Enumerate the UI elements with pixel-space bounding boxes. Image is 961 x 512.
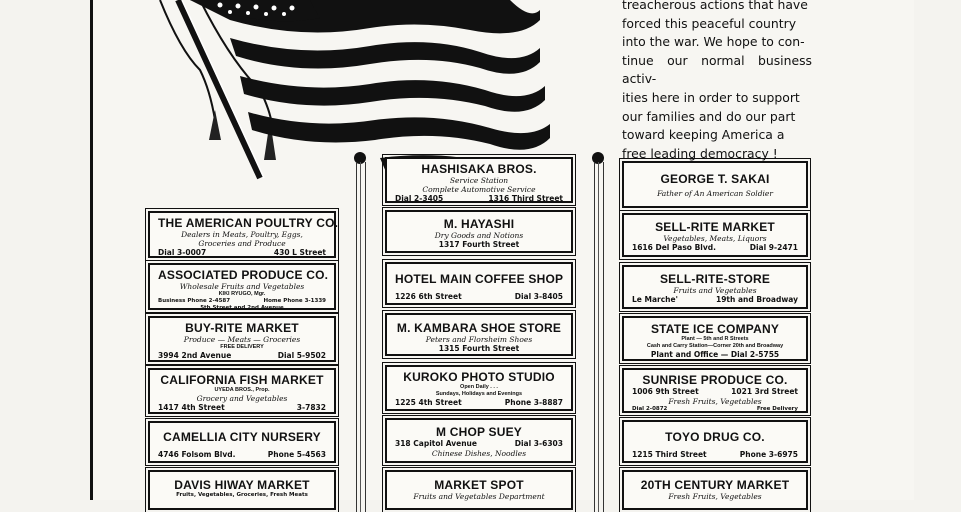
ad-location: Cash and Carry Station—Corner 20th and Broadway: [646, 343, 784, 349]
ad-contact-row: [158, 351, 326, 361]
ad-description: Complete Automotive Service: [422, 185, 536, 194]
ad-kuroko-photo-studio: [385, 365, 573, 411]
ad-davis-hiway-market: [148, 470, 336, 510]
ad-contact-row: [395, 292, 563, 302]
ad-address: 1317 Fourth Street: [438, 240, 520, 249]
ad-george-t-sakai: [622, 161, 808, 208]
ad-american-poultry: [148, 211, 339, 258]
ad-address: 1315 Fourth Street: [438, 344, 520, 353]
ad-phone: Dial 2-0872: [632, 406, 668, 412]
ad-california-fish-market: [148, 368, 336, 414]
ad-description: Vegetables, Meats, Liquors: [663, 234, 767, 243]
ad-description: Fruits and Vegetables: [673, 286, 757, 295]
notice-line: ities here in order to support: [622, 89, 800, 105]
ad-name: KUROKO PHOTO STUDIO: [403, 370, 555, 384]
ad-hotel-main-coffee-shop: [385, 262, 573, 305]
ad-phone: 3-7832: [296, 403, 326, 412]
ad-phone: Dial 3-8405: [514, 292, 563, 301]
ad-manager: KIKI RYUGO, Mgr.: [218, 291, 266, 297]
ad-address: 1316 Third Street: [488, 194, 563, 203]
notice-line: toward keeping America a: [622, 127, 785, 143]
ad-description: Chinese Dishes, Noodles: [431, 449, 527, 458]
ad-associated-produce: [148, 263, 336, 310]
ad-buy-rite-market: [148, 316, 336, 362]
ad-location: Le Marche': [632, 295, 678, 304]
ad-location: Plant — 5th and R Streets: [681, 336, 749, 342]
ad-name: 20TH CENTURY MARKET: [640, 478, 790, 492]
ad-description: Father of An American Soldier: [657, 189, 773, 198]
ad-sell-rite-market: [622, 213, 808, 257]
ad-phone: Phone 3-6975: [739, 450, 798, 459]
ad-address: 3994 2nd Avenue: [158, 351, 232, 360]
ad-m-kambara-shoe-store: [385, 313, 573, 356]
ad-name: MARKET SPOT: [434, 478, 524, 492]
ad-address: 1616 Del Paso Blvd.: [632, 243, 716, 252]
notice-line: free leading democracy !: [622, 145, 778, 161]
ad-m-chop-suey: [385, 418, 573, 463]
ad-address: 1021 3rd Street: [731, 387, 798, 396]
ad-description: Fresh Fruits, Vegetables: [668, 397, 762, 406]
ad-name: DAVIS HIWAY MARKET: [174, 478, 310, 492]
ad-address: 1225 4th Street: [395, 398, 462, 407]
ad-name: CALIFORNIA FISH MARKET: [160, 373, 324, 387]
ad-description: Dry Goods and Notions: [434, 231, 524, 240]
ad-camellia-city-nursery: [148, 421, 336, 463]
ad-contact-row: [395, 398, 563, 408]
ad-address: 318 Capitol Avenue: [395, 439, 477, 448]
ad-hashisaka-bros: [385, 157, 573, 203]
ad-description: Grocery and Vegetables: [196, 394, 288, 403]
ad-phone: Dial 9-2471: [749, 243, 798, 252]
ad-sunrise-produce: [622, 368, 808, 413]
notice-text: [622, 0, 812, 163]
ad-phone: Phone 3-8887: [504, 398, 563, 407]
ad-name: M. HAYASHI: [443, 217, 515, 231]
ad-name: M. KAMBARA SHOE STORE: [396, 321, 562, 335]
ad-address: 19th and Broadway: [716, 295, 798, 304]
ad-hours: Open Daily . . .: [460, 384, 498, 390]
ad-phone: Business Phone 2-4587: [158, 298, 231, 304]
ad-contact-row: [158, 450, 326, 460]
ad-contact-row: [632, 295, 798, 305]
ad-state-ice-company: [622, 316, 808, 361]
ad-address: 1226 6th Street: [395, 292, 462, 301]
ad-market-spot: [385, 470, 573, 510]
ad-description: Fruits and Vegetables Department: [413, 492, 545, 501]
ad-description: Groceries and Produce: [198, 239, 286, 248]
ad-m-hayashi: [385, 210, 573, 253]
ad-address: 4746 Folsom Blvd.: [158, 450, 236, 459]
ad-name: M CHOP SUEY: [436, 425, 522, 439]
column-divider-left: [355, 152, 365, 512]
ad-description: Dealers in Meats, Poultry, Eggs,: [181, 230, 303, 239]
ad-address: 1215 Third Street: [632, 450, 707, 459]
ad-phone: Dial 3-6303: [514, 439, 563, 448]
ad-name: TOYO DRUG CO.: [665, 430, 765, 444]
left-margin-border: [0, 0, 93, 500]
ad-address: 430 L Street: [273, 248, 326, 257]
ad-name: BUY-RITE MARKET: [185, 321, 299, 335]
ad-phone: Dial 3-0007: [158, 248, 207, 257]
ad-name: HASHISAKA BROS.: [421, 162, 537, 176]
notice-line: our families and do our part: [622, 108, 796, 124]
ad-phone: Phone 5-4563: [267, 450, 326, 459]
ad-name: CAMELLIA CITY NURSERY: [163, 430, 321, 444]
ad-phone: Dial 5-9502: [277, 351, 326, 360]
ad-address: 1417 4th Street: [158, 403, 225, 412]
ad-name: HOTEL MAIN COFFEE SHOP: [395, 272, 564, 286]
notice-line: treacherous actions that have: [622, 0, 808, 12]
ad-address: 1006 9th Street: [632, 387, 699, 396]
ad-description: Fruits, Vegetables, Groceries, Fresh Meats: [176, 492, 308, 498]
ad-description: Produce — Meats — Groceries: [183, 335, 301, 344]
ad-name: SELL-RITE MARKET: [655, 220, 775, 234]
ad-address: 5th Street and 2nd Avenue: [200, 305, 284, 311]
ad-name: SUNRISE PRODUCE CO.: [642, 373, 788, 387]
ad-20th-century-market: [622, 470, 808, 510]
ad-note: FREE DELIVERY: [220, 344, 264, 350]
ad-contact-row: [158, 248, 326, 258]
ad-name: GEORGE T. SAKAI: [660, 172, 770, 186]
ad-note: Free Delivery: [756, 406, 798, 412]
ad-contact-row: [632, 387, 798, 397]
ad-sell-rite-store: [622, 265, 808, 309]
ad-contact-row: [395, 439, 563, 449]
ad-contact-row: [632, 243, 798, 253]
ad-contact-row: [158, 298, 326, 305]
column-divider-right: [593, 152, 603, 512]
ad-name: ASSOCIATED PRODUCE CO.: [158, 268, 329, 282]
right-margin-border: [911, 0, 961, 500]
notice-line: forced this peaceful country: [622, 15, 797, 31]
notice-line: into the war. We hope to con-: [622, 34, 805, 50]
ad-proprietor: UYEDA BROS., Prop.: [214, 387, 270, 393]
ad-description: Service Station: [449, 176, 509, 185]
ad-description: Fresh Fruits, Vegetables: [668, 492, 762, 501]
ad-name: STATE ICE COMPANY: [650, 322, 780, 336]
ad-name: THE AMERICAN POULTRY CO.: [158, 216, 339, 230]
ad-phone: Plant and Office — Dial 2-5755: [650, 350, 780, 359]
ad-name: SELL-RITE-STORE: [659, 272, 771, 286]
ad-hours: Sundays, Holidays and Evenings: [435, 391, 523, 397]
ad-toyo-drug: [622, 420, 808, 463]
ad-description: Wholesale Fruits and Vegetables: [179, 282, 305, 291]
ad-phone: Dial 2-3405: [395, 194, 444, 203]
ad-description: Peters and Florsheim Shoes: [425, 335, 533, 344]
ad-contact-row: [632, 450, 798, 460]
ad-contact-row: [395, 194, 563, 204]
ad-contact-row: [632, 406, 798, 413]
notice-line: tinue our normal business activ-: [622, 52, 812, 87]
ad-contact-row: [158, 403, 326, 413]
ad-phone: Home Phone 3-1339: [263, 298, 326, 304]
